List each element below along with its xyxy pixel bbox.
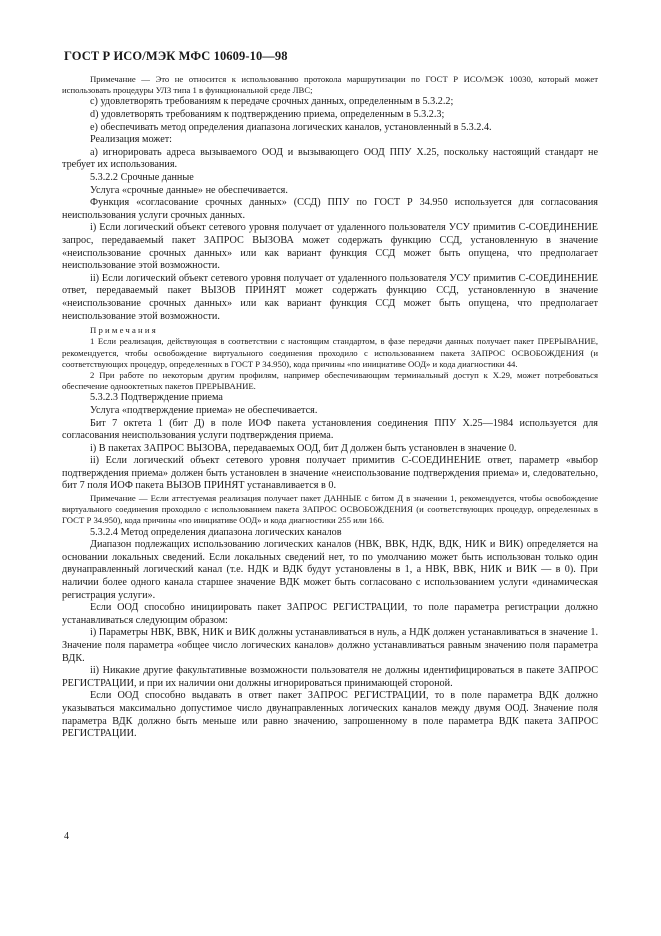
paragraph: 5.3.2.2 Срочные данные [90,171,194,183]
paragraph: Если ООД способно выдавать в ответ пакет ЗАПРОС РЕГИСТРАЦИИ, то в поле параметра ВДК должно указываться максимально допустимое число двунаправленных логических каналов между двумя ООД. Значение поля параметра ВДК должно быть меньше или равно значению, запрошенному в поле параметра ВДК пакета ЗАПРОС РЕГИСТРАЦИИ. [62,690,598,740]
page-content [62,74,598,741]
note-text: 1 Если реализация, действующая в соответствии с настоящим стандартом, в фазе передачи данных получает пакет ПРЕРЫВАНИЕ, рекомендуется, чтобы освобождение виртуального соединения проходило с использованием пакета ЗАПРОС ОСВОБОЖДЕНИЯ (и соответствующих процедур, определенных в ГОСТ Р 34.950), кода причины «по инициативе ООД» и кода диагностики 44. [62,336,598,369]
notes-heading: Примечания [90,325,158,336]
paragraph: Бит 7 октета 1 (бит Д) в поле ИОФ пакета установления соединения ППУ Х.25—1984 используется для согласования неиспользования услуги подтверждения приема. [62,417,598,442]
paragraph: i) Если логический объект сетевого уровня получает от удаленного пользователя УСУ примитив С-СОЕДИНЕНИЕ запрос, передаваемый пакет ЗАПРОС ВЫЗОВА может содержать функцию ССД, установленную в значение «неиспользование срочных данных» или как вариант функция ССД может быть опущена, что предполагает неиспользование этой возможности. [62,222,598,272]
note-text: Примечание — Если аттестуемая реализация получает пакет ДАННЫЕ с битом Д в значении 1, рекомендуется, чтобы освобождение виртуального соединения проходило с использованием пакета ЗАПРОС ОСВОБОЖДЕНИЯ (и соответствующих процедур, определенных в ГОСТ Р 34.950), кода причины «по инициативе ООД» и кода диагностики 255 или 166. [62,493,598,526]
paragraph: Диапазон подлежащих использованию логических каналов (НВК, ВВК, НДК, ВДК, НИК и ВИК) определяется на основании локальных сведений. Если локальных сведений нет, то по умолчанию может быть использован только один двунаправленный логический канал (т.е. НДК и ВДК будут установлены в 1, а НВК, ВВК, НИК и ВИК — в 0). При наличии более одного канала старшее значение ВДК может быть согласовано с использованием услуги «динамическая регистрация услуги». [62,539,598,601]
paragraph: Услуга «подтверждение приема» не обеспечивается. [90,404,318,416]
paragraph: d) удовлетворять требованиям к подтверждению приема, определенным в 5.3.2.3; [90,109,445,120]
paragraph: Услуга «срочные данные» не обеспечивается. [90,184,288,196]
paragraph: Реализация может: [90,134,173,146]
paragraph: a) игнорировать адреса вызываемого ООД и вызывающего ООД ППУ Х.25, поскольку настоящий стандарт не требует их использования. [62,146,598,171]
note-text: 2 При работе по некоторым другим профилям, например обеспечивающим терминальный доступ к Х.29, может потребоваться обеспечение однооктетных пакетов ПРЕРЫВАНИЕ. [62,369,598,392]
paragraph: 5.3.2.4 Метод определения диапазона логических каналов [90,526,342,538]
paragraph: ii) Никакие другие факультативные возможности пользователя не должны идентифицироваться в пакете ЗАПРОС РЕГИСТРАЦИИ, и при их наличии они должны игнорироваться принимающей стороной. [62,665,598,689]
page-number: 4 [64,831,69,842]
paragraph: ii) Если логический объект сетевого уровня получает примитив С-СОЕДИНЕНИЕ ответ, параметр «выбор подтверждения приема» должен быть установлен в значение «неиспользование подтверждения приема» и, следовательно, бит 7 поля ИОФ пакета ВЫЗОВ ПРИНЯТ устанавливается в 0. [62,455,598,492]
paragraph: ii) Если логический объект сетевого уровня получает от удаленного пользователя УСУ примитив С-СОЕДИНЕНИЕ ответ, передаваемый пакет ВЫЗОВ ПРИНЯТ может содержать функцию ССД, установленную в значение «неиспользование срочных данных» или как вариант функция ССД может быть опущена, что предполагает неиспользование этой возможности. [62,272,598,322]
paragraph: c) удовлетворять требованиям к передаче срочных данных, определенным в 5.3.2.2; [90,96,454,108]
page-header: ГОСТ Р ИСО/МЭК МФС 10609-10—98 [64,49,288,63]
paragraph: e) обеспечивать метод определения диапазона логических каналов, установленный в 5.3.2.4. [90,121,492,133]
paragraph: Функция «согласование срочных данных» (ССД) ППУ по ГОСТ Р 34.950 используется для согласования неиспользования услуги срочных данных. [62,197,598,221]
paragraph: i) В пакетах ЗАПРОС ВЫЗОВА, передаваемых ООД, бит Д должен быть установлен в значение 0. [90,442,517,454]
note-text: Примечание — Это не относится к использованию протокола маршрутизации по ГОСТ Р ИСО/МЭК 10030, который может использовать процедуры УЛЗ типа 1 в функциональной среде ЛВС; [62,74,598,96]
paragraph: i) Параметры НВК, ВВК, НИК и ВИК должны устанавливаться в нуль, а НДК должен устанавливаться в значение 1. Значение поля параметра «общее число логических каналов» должно устанавливаться равным значению поля параметра ВДК. [62,627,598,664]
paragraph: 5.3.2.3 Подтверждение приема [90,392,223,404]
paragraph: Если ООД способно инициировать пакет ЗАПРОС РЕГИСТРАЦИИ, то поле параметра регистрации должно устанавливаться следующим образом: [62,602,598,626]
